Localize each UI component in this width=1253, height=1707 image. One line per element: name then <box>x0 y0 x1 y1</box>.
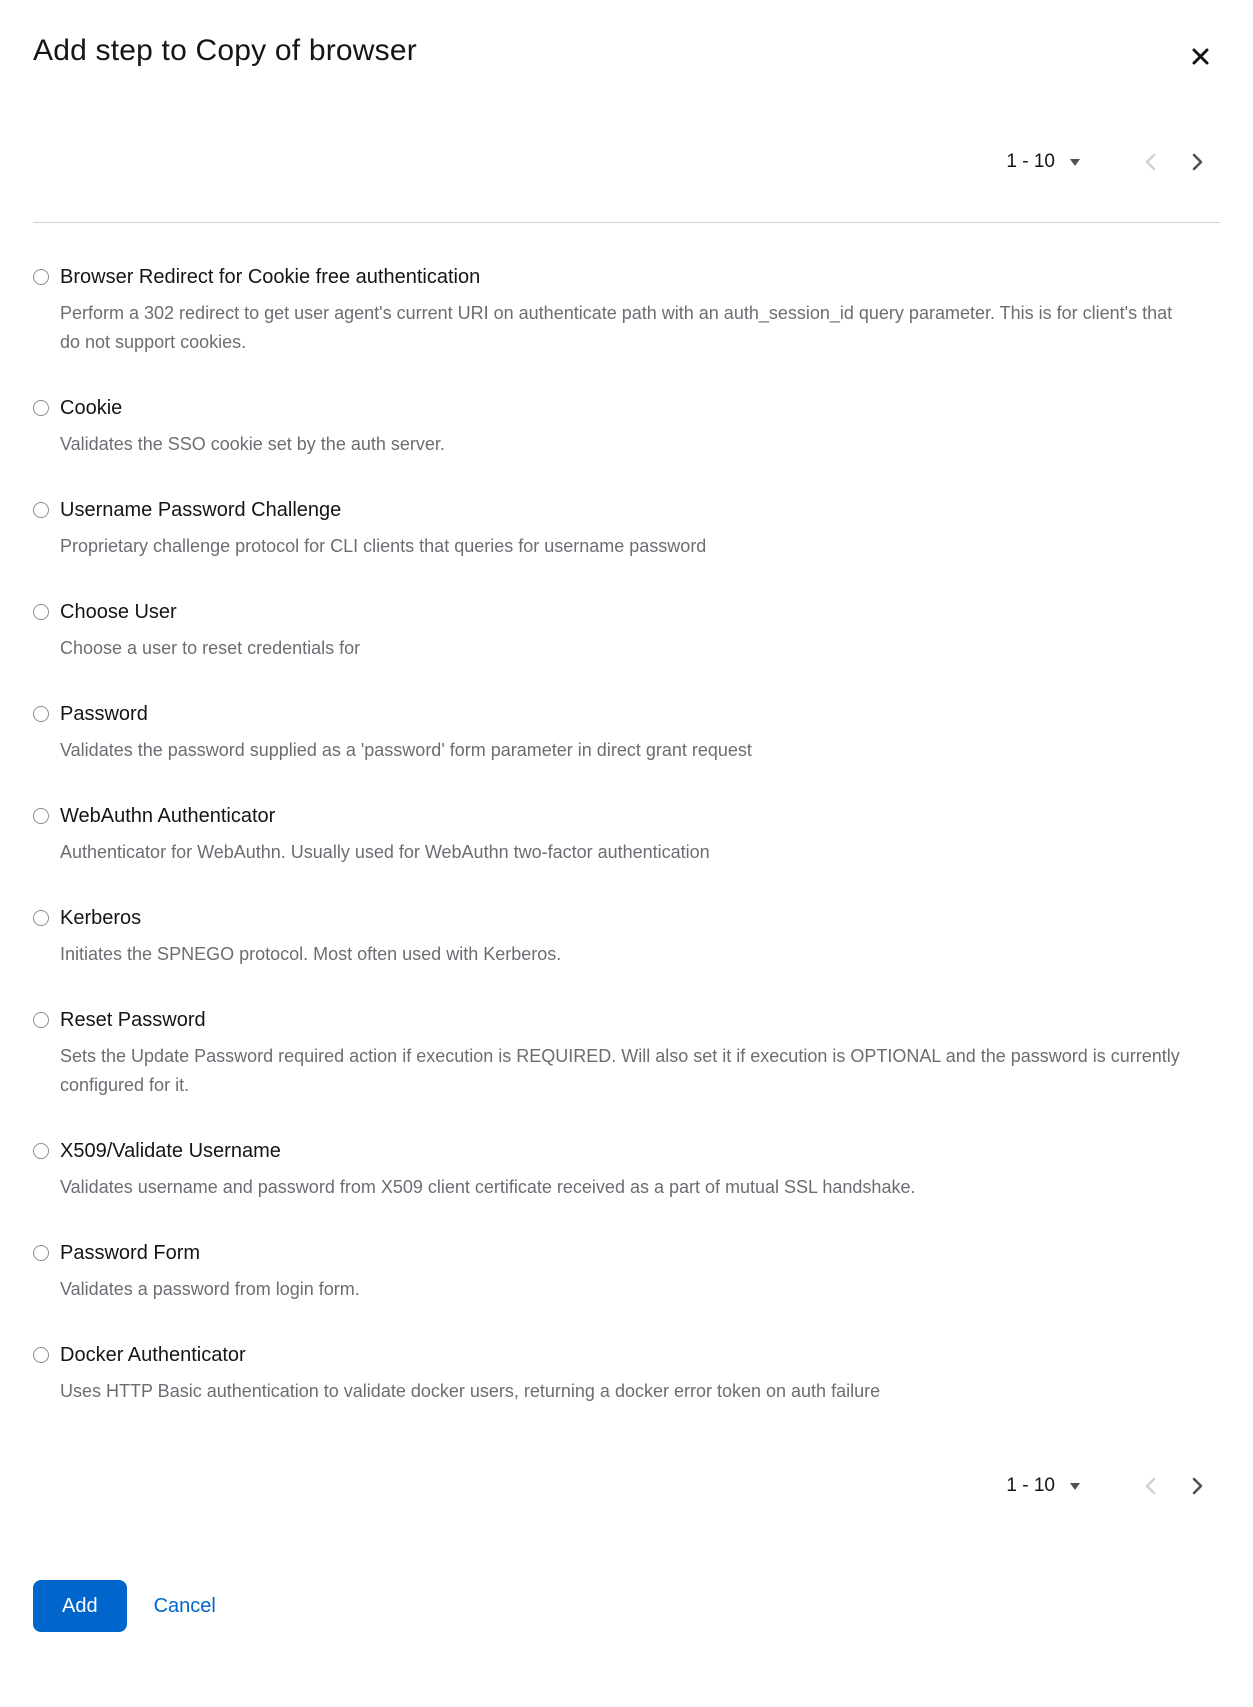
step-option[interactable] <box>33 1138 1220 1202</box>
step-body <box>60 264 1185 357</box>
step-radio[interactable] <box>33 1143 49 1159</box>
step-body <box>60 1007 1185 1100</box>
pagination-nav <box>1128 1468 1220 1504</box>
pagination-bottom <box>33 1468 1220 1504</box>
step-description: Initiates the SPNEGO protocol. Most often used with Kerberos. <box>60 944 562 964</box>
step-description: Authenticator for WebAuthn. Usually used for WebAuthn two-factor authentication <box>60 842 710 862</box>
step-title: Cookie <box>60 397 123 419</box>
step-title: Username Password Challenge <box>60 499 342 521</box>
step-title: Choose User <box>60 601 177 623</box>
step-body <box>60 803 710 867</box>
angle-left-icon <box>1141 151 1161 173</box>
next-page-button[interactable] <box>1174 144 1220 180</box>
angle-right-icon <box>1187 151 1207 173</box>
step-radio[interactable] <box>33 1347 49 1363</box>
step-title: Password <box>60 703 148 725</box>
next-page-button[interactable] <box>1174 1468 1220 1504</box>
step-radio[interactable] <box>33 604 49 620</box>
step-list <box>33 223 1220 1406</box>
step-option[interactable] <box>33 264 1220 357</box>
step-body <box>60 599 360 663</box>
step-radio[interactable] <box>33 910 49 926</box>
step-radio[interactable] <box>33 706 49 722</box>
step-title: Docker Authenticator <box>60 1344 246 1366</box>
step-description: Proprietary challenge protocol for CLI clients that queries for username password <box>60 536 707 556</box>
step-option[interactable] <box>33 803 1220 867</box>
step-option[interactable] <box>33 395 1220 459</box>
step-body <box>60 395 445 459</box>
step-description: Perform a 302 redirect to get user agent's current URI on authenticate path with an auth_session_id query parameter. This is for client's that do not support cookies. <box>60 303 1173 352</box>
step-title: Kerberos <box>60 907 142 929</box>
modal-header <box>33 0 1220 76</box>
step-radio[interactable] <box>33 1012 49 1028</box>
step-description: Validates username and password from X509 client certificate received as a part of mutual SSL handshake. <box>60 1177 916 1197</box>
step-body <box>60 1240 360 1304</box>
prev-page-button[interactable] <box>1128 1468 1174 1504</box>
step-body <box>60 1342 880 1406</box>
step-description: Validates the password supplied as a 'password' form parameter in direct grant request <box>60 740 752 760</box>
pagination-top <box>33 144 1220 180</box>
step-option[interactable] <box>33 701 1220 765</box>
pagination-range-toggle[interactable] <box>1000 151 1086 173</box>
modal-title: Add step to Copy of browser <box>33 34 417 67</box>
step-title: Browser Redirect for Cookie free authentication <box>60 266 481 288</box>
step-body <box>60 1138 915 1202</box>
step-option[interactable] <box>33 599 1220 663</box>
caret-down-icon <box>1070 159 1080 166</box>
step-description: Choose a user to reset credentials for <box>60 638 361 658</box>
step-description: Validates a password from login form. <box>60 1279 360 1299</box>
step-radio[interactable] <box>33 400 49 416</box>
angle-left-icon <box>1141 1475 1161 1497</box>
add-button[interactable]: Add <box>33 1580 127 1632</box>
pagination-nav <box>1128 144 1220 180</box>
pagination-range-label: 1 - 10 <box>1006 1475 1055 1496</box>
close-button[interactable] <box>1180 36 1220 76</box>
angle-right-icon <box>1187 1475 1207 1497</box>
step-option[interactable] <box>33 497 1220 561</box>
step-radio[interactable] <box>33 808 49 824</box>
cancel-button[interactable]: Cancel <box>153 1594 216 1617</box>
step-description: Uses HTTP Basic authentication to validate docker users, returning a docker error token on auth failure <box>60 1381 881 1401</box>
modal-actions <box>33 1580 1220 1632</box>
step-option[interactable] <box>33 905 1220 969</box>
step-title: WebAuthn Authenticator <box>60 805 276 827</box>
caret-down-icon <box>1070 1483 1080 1490</box>
step-description: Validates the SSO cookie set by the auth server. <box>60 434 445 454</box>
step-body <box>60 497 706 561</box>
step-option[interactable] <box>33 1342 1220 1406</box>
step-radio[interactable] <box>33 269 49 285</box>
close-icon <box>1191 47 1210 66</box>
step-title: X509/Validate Username <box>60 1140 281 1162</box>
step-body <box>60 905 561 969</box>
step-title: Password Form <box>60 1242 201 1264</box>
step-radio[interactable] <box>33 502 49 518</box>
prev-page-button[interactable] <box>1128 144 1174 180</box>
step-option[interactable] <box>33 1240 1220 1304</box>
pagination-range-toggle[interactable] <box>1000 1475 1086 1497</box>
step-description: Sets the Update Password required action if execution is REQUIRED. Will also set it if execution is OPTIONAL and the password is currently configured for it. <box>60 1046 1180 1095</box>
step-title: Reset Password <box>60 1009 206 1031</box>
step-body <box>60 701 752 765</box>
pagination-range-label: 1 - 10 <box>1006 151 1055 172</box>
step-radio[interactable] <box>33 1245 49 1261</box>
step-option[interactable] <box>33 1007 1220 1100</box>
